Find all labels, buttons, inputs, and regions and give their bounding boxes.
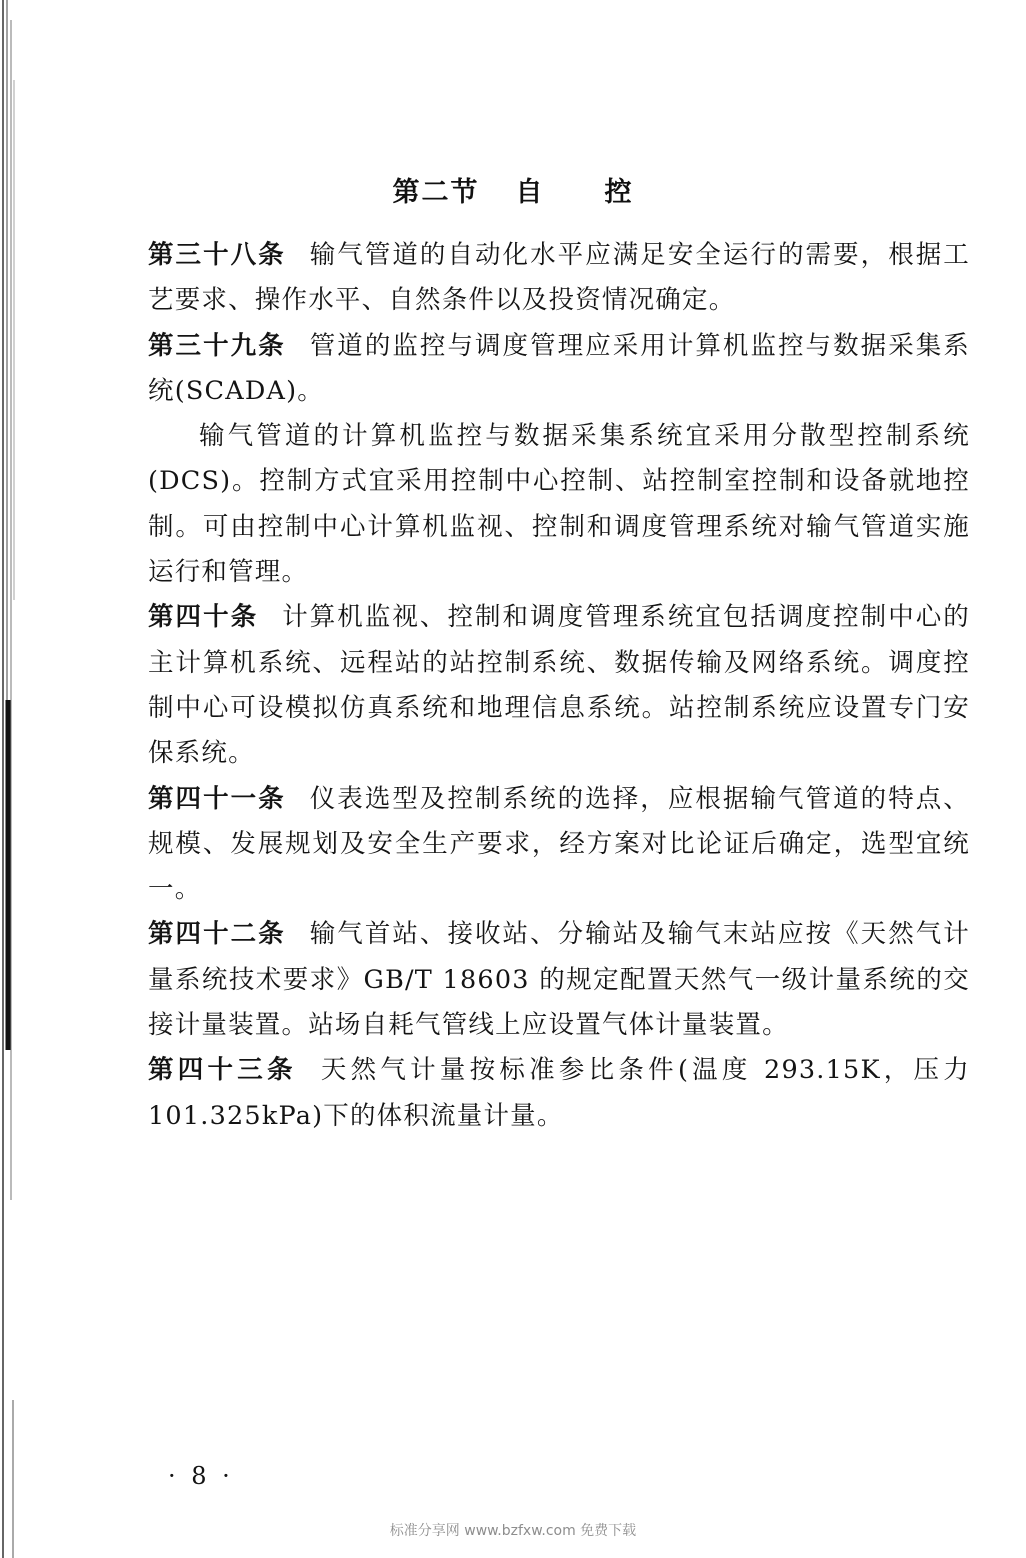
article-42 xyxy=(148,912,970,1048)
article-text: 输气首站、接收站、分输站及输气末站应按《天然气计量系统技术要求》GB/T 18603 的规定配置天然气一级计量系统的交接计量装置。站场自耗气管线上应设置气体计量装置。 xyxy=(148,919,970,1041)
footer-watermark: 标准分享网 www.bzfxw.com 免费下载 xyxy=(389,1523,637,1539)
article-40 xyxy=(148,595,970,776)
article-text: 输气管道的计算机监控与数据采集系统宜采用分散型控制系统(DCS)。控制方式宜采用控制中心控制、站控制室控制和设备就地控制。可由控制中心计算机监视、控制和调度管理系统对输气管道实施运行和管理。 xyxy=(148,421,970,588)
article-41 xyxy=(148,777,970,913)
article-text: 仪表选型及控制系统的选择，应根据输气管道的特点、规模、发展规划及安全生产要求，经方案对比论证后确定，选型宜统一。 xyxy=(148,783,970,905)
section-title-prefix: 第二节 xyxy=(392,177,480,208)
article-text: 计算机监视、控制和调度管理系统宜包括调度控制中心的主计算机系统、远程站的站控制系统、数据传输及网络系统。调度控制中心可设模拟仿真系统和地理信息系统。站控制系统应设置专门安保系统。 xyxy=(148,602,970,769)
section-title-word-2: 控 xyxy=(604,177,634,208)
section-heading xyxy=(0,170,1026,209)
article-38 xyxy=(148,233,970,324)
article-label: 第四十一条 xyxy=(148,783,286,814)
article-text: 输气管道的自动化水平应满足安全运行的需要，根据工艺要求、操作水平、自然条件以及投资情况确定。 xyxy=(148,240,970,316)
scan-edge-lines xyxy=(0,0,22,1558)
article-body xyxy=(148,233,970,1139)
article-39-paragraph-2 xyxy=(148,414,970,595)
article-label: 第三十八条 xyxy=(148,240,286,270)
section-title-word-1: 自 xyxy=(515,177,545,208)
article-text: 天然气计量按标准参比条件(温度 293.15K，压力 101.325kPa)下的体积流量计量。 xyxy=(148,1055,970,1131)
article-text: 管道的监控与调度管理应采用计算机监控与数据采集系统(SCADA)。 xyxy=(148,330,970,406)
page-number: · 8 · xyxy=(168,1462,234,1490)
article-43 xyxy=(148,1048,970,1139)
article-label: 第四十三条 xyxy=(148,1055,297,1086)
article-label: 第四十条 xyxy=(148,602,259,633)
article-label: 第三十九条 xyxy=(148,330,286,361)
article-39 xyxy=(148,324,970,415)
article-label: 第四十二条 xyxy=(148,919,286,950)
